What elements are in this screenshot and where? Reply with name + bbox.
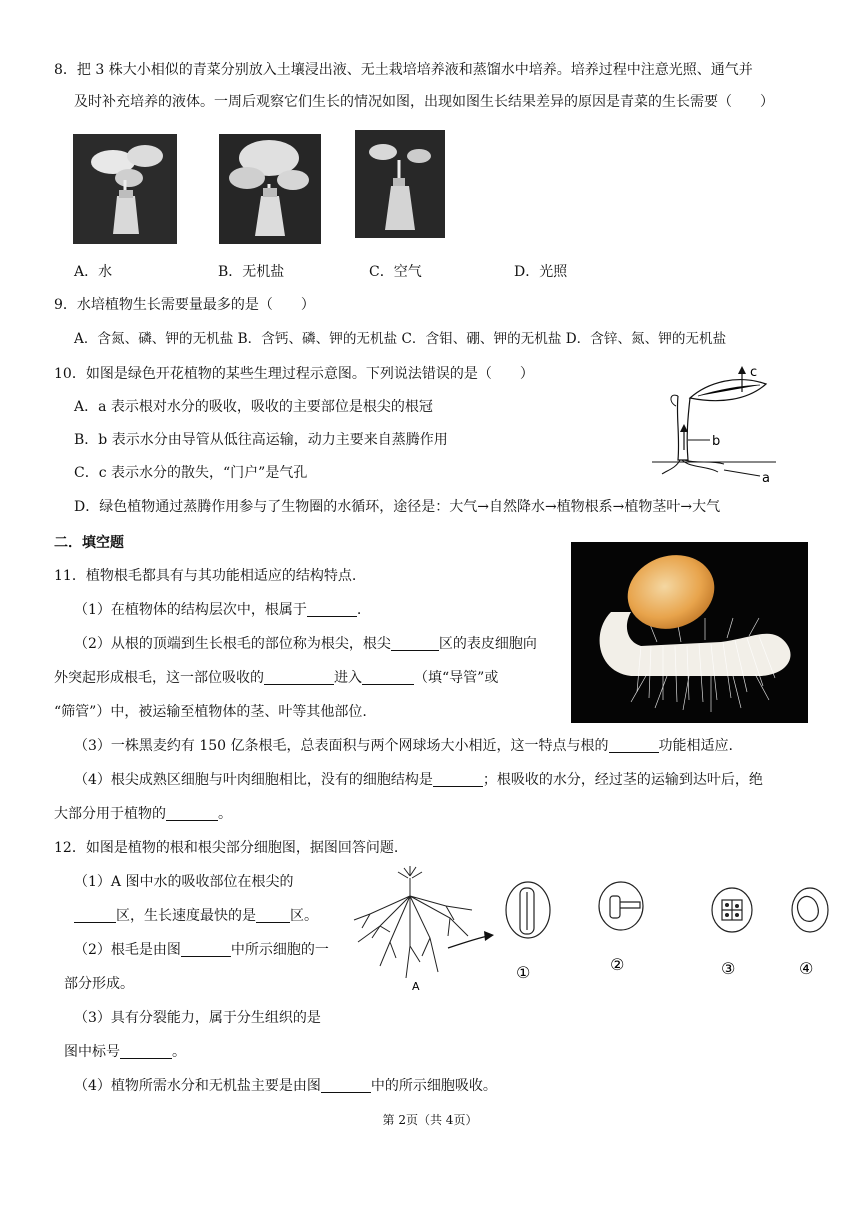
answer-blank[interactable] (321, 1077, 371, 1093)
q9-options: A．含氮、磷、钾的无机盐 B．含钙、磷、钾的无机盐 C．含钼、硼、钾的无机盐 D．含锌、氮、钾的无机盐 (74, 331, 727, 347)
q12-part2-line1: （2）根毛是由图 中所示细胞的一 (74, 942, 329, 958)
answer-blank[interactable] (256, 907, 290, 923)
q12-part4: （4）植物所需水分和无机盐主要是由图 中的所示细胞吸收。 (74, 1078, 497, 1094)
q12-cell-label-1: ① (516, 963, 531, 982)
q10-option-b: B．b 表示水分由导管从低往高运输，动力主要来自蒸腾作用 (74, 432, 448, 448)
answer-blank[interactable] (264, 669, 334, 685)
answer-blank[interactable] (181, 941, 231, 957)
q10-option-a: A．a 表示根对水分的吸收，吸收的主要部位是根尖的根冠 (74, 399, 433, 415)
q12-fig-label-a: A (412, 980, 420, 993)
q9-stem: 9．水培植物生长需要量最多的是（ ） (54, 297, 315, 313)
q12-part1-line1: （1）A 图中水的吸收部位在根尖的 (74, 874, 294, 890)
q10-option-d: D．绿色植物通过蒸腾作用参与了生物圈的水循环，途径是：大气→自然降水→植物根系→植物茎叶→大气 (74, 499, 721, 515)
q8-option-b: B．无机盐 (218, 264, 285, 280)
q12-part1-line2: 区，生长速度最快的是 区。 (74, 906, 318, 926)
page-footer: 第 2页（共 4页） (382, 1113, 478, 1127)
q11-part2-line2: 外突起形成根毛，这一部位吸收的 进入 （填“导管”或 (54, 670, 499, 686)
answer-blank[interactable] (307, 601, 357, 617)
q10-label-c: c (750, 365, 758, 380)
q8-photo-soil-extract (73, 134, 177, 244)
q11-part1: （1）在植物体的结构层次中，根属于 . (74, 602, 362, 618)
q10-option-c: C．c 表示水分的散失，“门户”是气孔 (74, 465, 308, 481)
q8-stem-line2: 及时补充培养的液体。一周后观察它们生长的情况如图，出现如图生长结果差异的原因是青菜的生长需要（ ） (74, 94, 774, 110)
q11-stem: 11．植物根毛都具有与其功能相适应的结构特点. (54, 568, 357, 584)
q10-label-a: a (762, 471, 770, 486)
q8-option-c: C．空气 (369, 264, 422, 280)
q11-part3: （3）一株黑麦约有 150 亿条根毛，总表面积与两个网球场大小相近，这一特点与根的 功能相适应. (74, 738, 733, 754)
q12-stem: 12．如图是植物的根和根尖部分细胞图，据图回答问题. (54, 840, 399, 856)
q8-option-a: A．水 (74, 264, 113, 280)
q12-cell-label-3: ③ (721, 959, 736, 978)
answer-blank[interactable] (433, 771, 483, 787)
answer-blank[interactable] (74, 907, 116, 923)
answer-blank[interactable] (362, 669, 414, 685)
q12-root-system-drawing (354, 866, 472, 978)
q12-part2-line2: 部分形成。 (64, 976, 134, 992)
q12-part3-line2: 图中标号 。 (64, 1044, 186, 1060)
answer-blank[interactable] (120, 1043, 172, 1059)
q11-part2-line1: （2）从根的顶端到生长根毛的部位称为根尖，根尖 区的表皮细胞向 (74, 636, 537, 652)
q11-part2-line3: “筛管”）中，被运输至植物体的茎、叶等其他部位. (54, 704, 367, 720)
q11-part4-line2: 大部分用于植物的 。 (54, 806, 232, 822)
q8-option-d: D．光照 (514, 264, 568, 280)
q8-stem-line1: 8．把 3 株大小相似的青菜分别放入土壤浸出液、无土栽培培养液和蒸馏水中培养。培养过程中注意光照、通气并 (54, 62, 753, 78)
q8-photo-culture-solution (219, 134, 321, 244)
q8-photo-distilled-water (355, 130, 445, 238)
q10-stem: 10．如图是绿色开花植物的某些生理过程示意图。下列说法错误的是（ ） (54, 366, 534, 382)
answer-blank[interactable] (609, 737, 659, 753)
q10-transpiration-diagram (648, 356, 788, 486)
q10-label-b: b (712, 434, 721, 449)
answer-blank[interactable] (166, 805, 218, 821)
q11-part4-line1: （4）根尖成熟区细胞与叶肉细胞相比，没有的细胞结构是 ；根吸收的水分，经过茎的运输到达叶后，绝 (74, 772, 763, 788)
section-fill-in-heading: 二．填空题 (54, 535, 124, 551)
q12-part3-line1: （3）具有分裂能力，属于分生组织的是 (74, 1010, 321, 1026)
q12-root-cells-diagram (350, 866, 830, 996)
answer-blank[interactable] (391, 635, 439, 651)
q11-root-hair-photo (571, 542, 808, 723)
q12-cell-label-2: ② (610, 955, 625, 974)
q12-cell-label-4: ④ (799, 959, 814, 978)
